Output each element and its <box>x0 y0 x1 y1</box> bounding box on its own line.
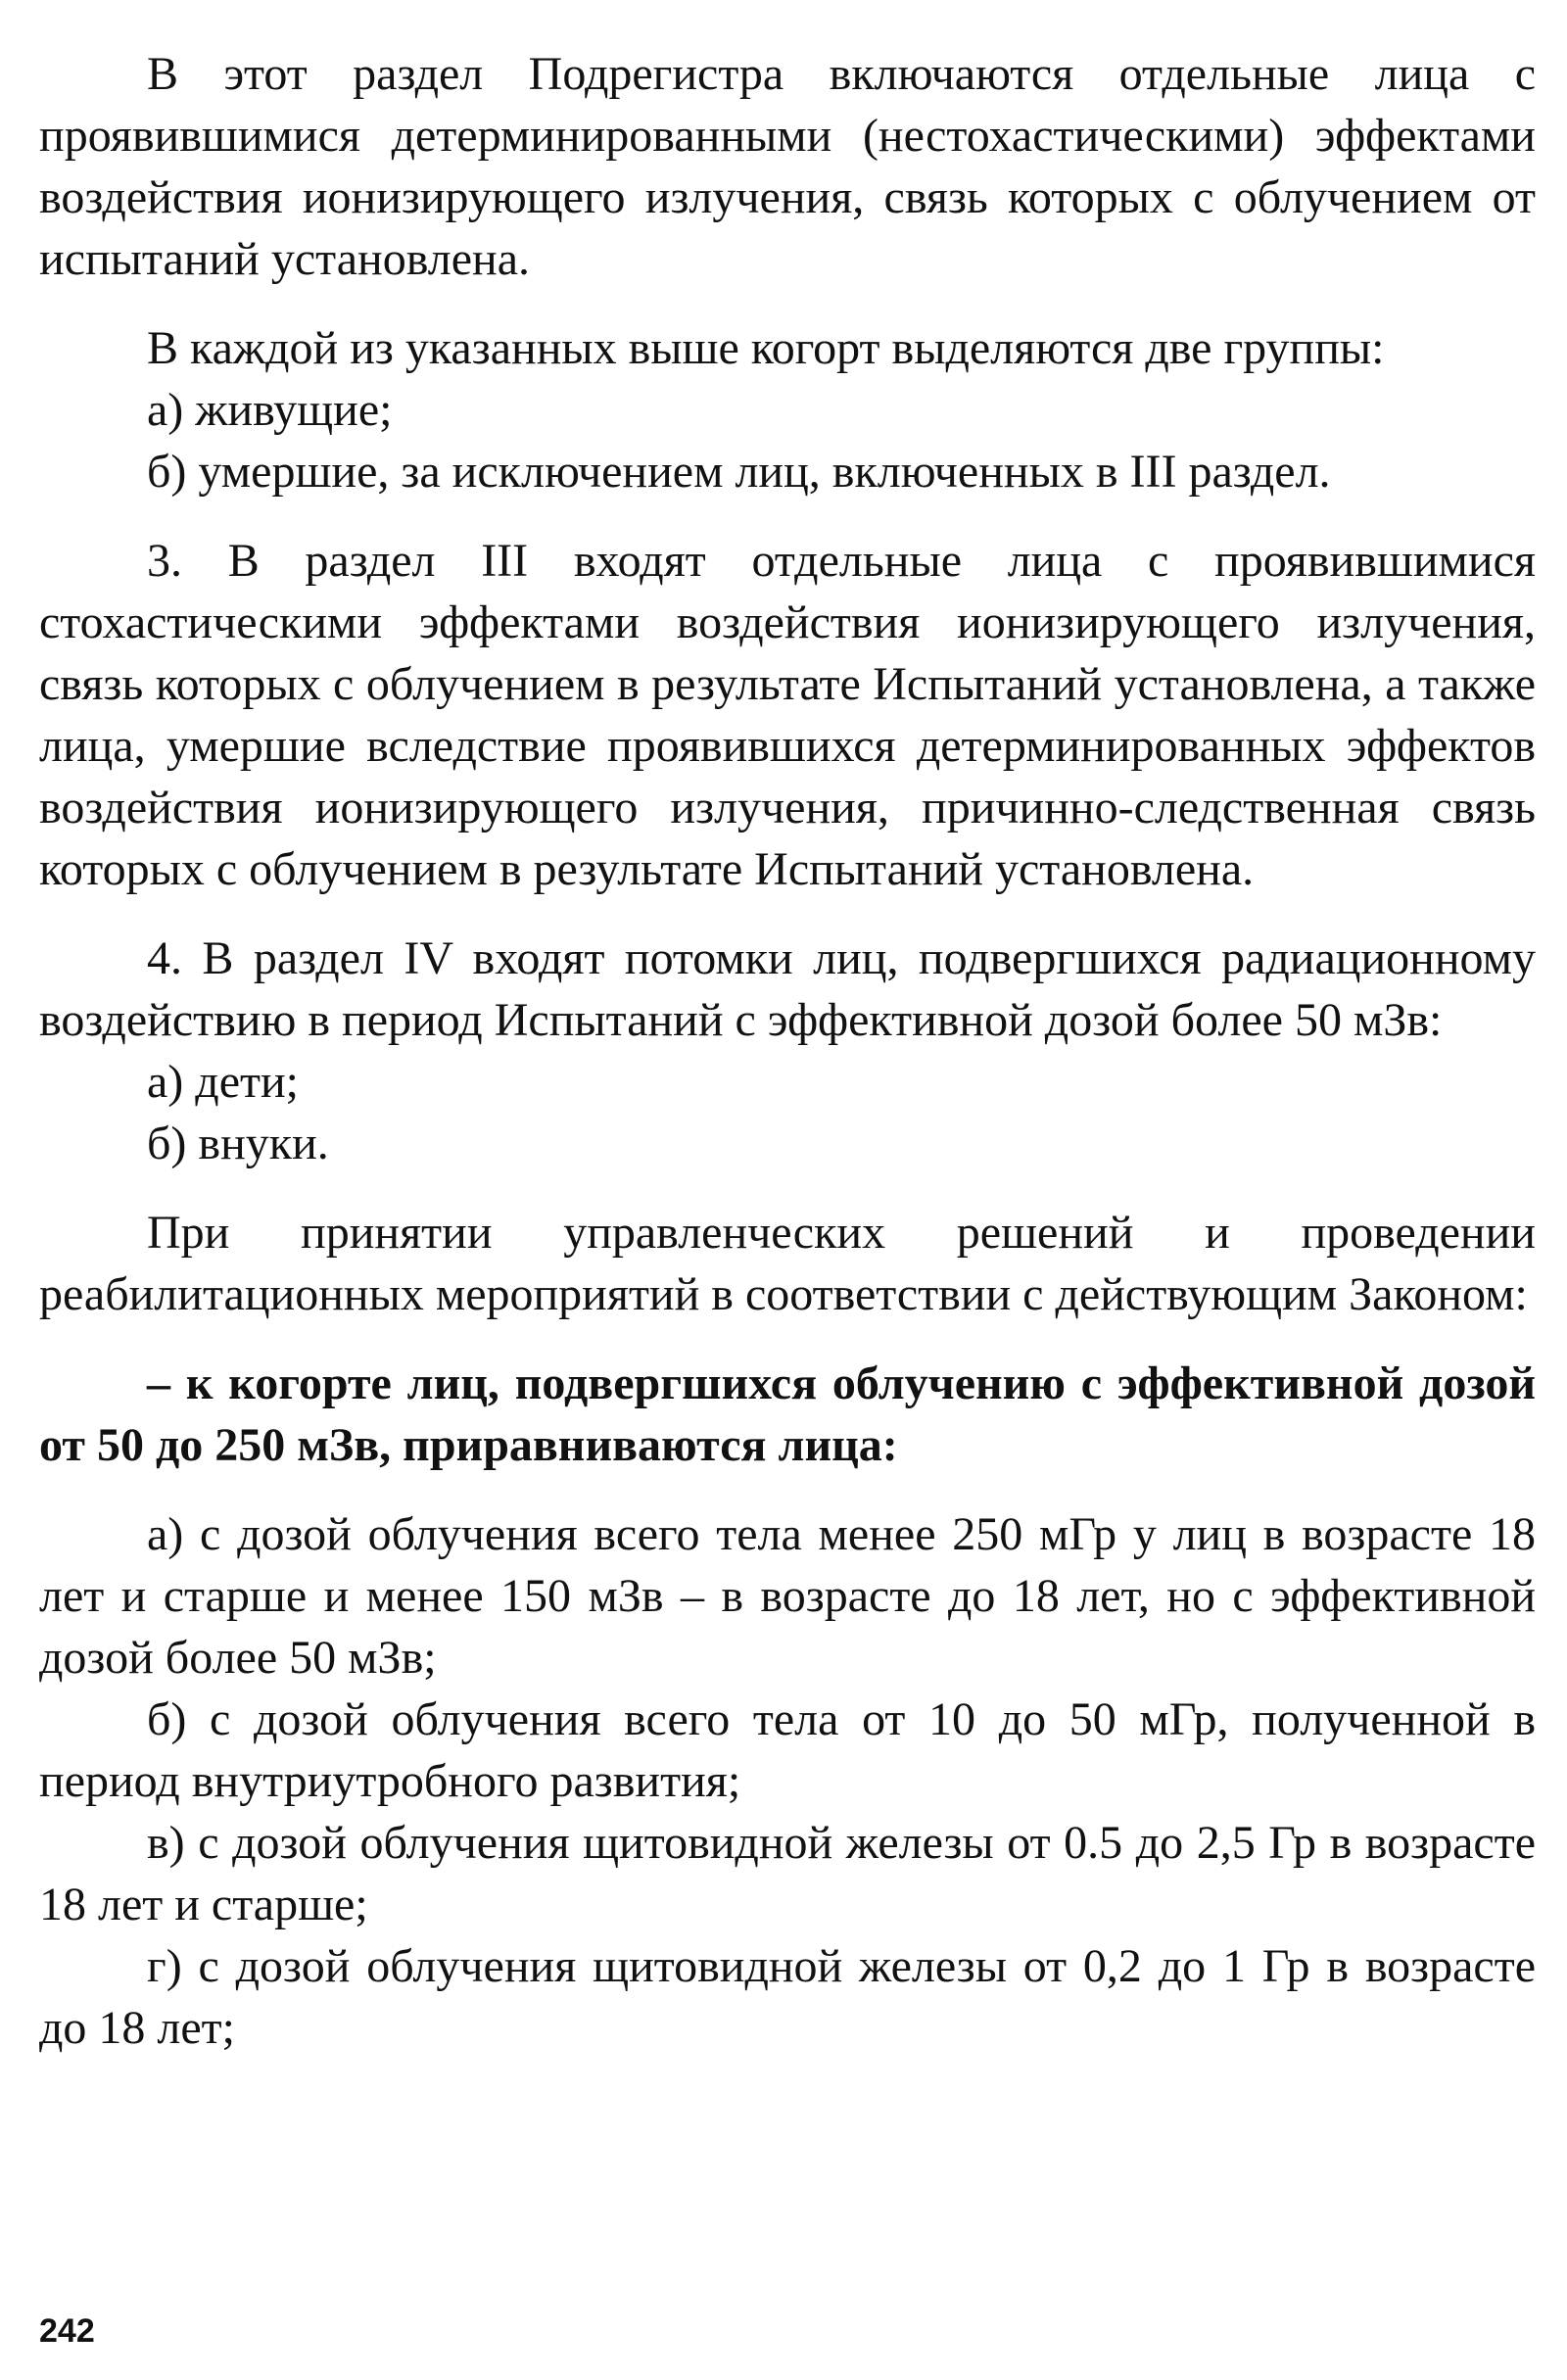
paragraph-equated-persons-heading: – к когорте лиц, подвергшихся облучению с эффективной дозой от 50 до 250 мЗв, приравниваются лица: <box>39 1357 1536 1471</box>
paragraph-section-4: 4. В раздел IV входят потомки лиц, подвергшихся радиационному воздействию в период Испытаний с эффективной дозой более 50 мЗв: <box>39 932 1536 1046</box>
page-number: 242 <box>39 2312 95 2350</box>
list-item-grandchildren: б) внуки. <box>147 1118 329 1169</box>
paragraph-cohort-groups: В каждой из указанных выше когорт выделяются две группы: <box>147 322 1385 374</box>
list-item-whole-body-dose: а) с дозой облучения всего тела менее 250 мГр у лиц в возрасте 18 лет и старше и менее 150 мЗв – в возрасте до 18 лет, но с эффективной дозой более 50 мЗв; <box>39 1508 1536 1684</box>
list-item-thyroid-dose-adult: в) с дозой облучения щитовидной железы от 0.5 до 2,5 Гр в возрасте 18 лет и старше; <box>39 1817 1536 1930</box>
list-item-intrauterine-dose: б) с дозой облучения всего тела от 10 до 50 мГр, полученной в период внутриутробного развития; <box>39 1693 1536 1807</box>
paragraph-section-3: 3. В раздел III входят отдельные лица с проявившимися стохастическими эффектами воздействия ионизирующего излучения, связь которых с облучением в результате Испытаний установлена, а также лица, умершие вследствие проявившихся детерминированных эффектов воздействия ионизирующего излучения, причинно-следственная связь которых с облучением в результате Испытаний установлена. <box>39 535 1536 895</box>
paragraph-section-2-description: В этот раздел Подрегистра включаются отдельные лица с проявившимися детерминированными (нестохастическими) эффектами воздействия ионизирующего излучения, связь которых с облучением от испытаний установлена. <box>39 48 1536 285</box>
document-page <box>39 43 1536 2059</box>
list-item-deceased: б) умершие, за исключением лиц, включенных в III раздел. <box>147 446 1331 498</box>
paragraph-management-decisions: При принятии управленческих решений и проведении реабилитационных мероприятий в соответствии с действующим Законом: <box>39 1207 1536 1320</box>
list-item-children: а) дети; <box>147 1056 300 1108</box>
list-item-thyroid-dose-minor: г) с дозой облучения щитовидной железы от 0,2 до 1 Гр в возрасте до 18 лет; <box>39 1940 1536 2054</box>
list-item-living: а) живущие; <box>147 384 393 436</box>
